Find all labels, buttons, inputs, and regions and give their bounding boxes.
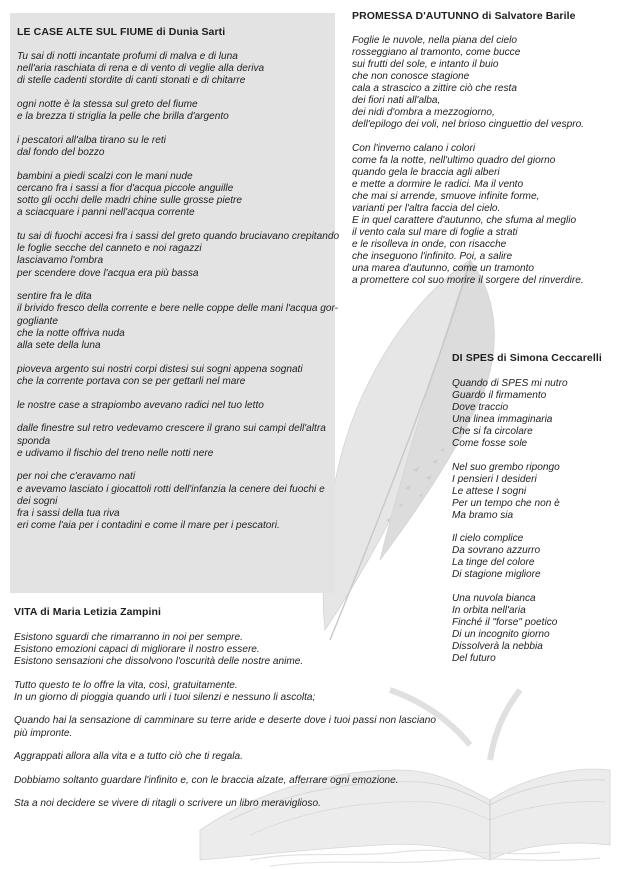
- stanza: [14, 751, 414, 763]
- verse-line: le foglie secche del canneto e noi ragazzi: [17, 243, 202, 255]
- verse-line: Aggrappati allora alla vita e a tutto ciò che ti regala.: [14, 751, 243, 763]
- verse-line: cercano fra i sassi a fior d'acqua piccole anguille: [17, 183, 234, 195]
- verse-line: rosseggiano al tramonto, come bucce: [352, 47, 521, 58]
- verse-line: gogliante: [17, 315, 58, 327]
- verse-line: dei sogni: [17, 495, 58, 507]
- verse-line: e le risolleva in onde, con risacche: [352, 238, 507, 250]
- verse-line: Le attese I sogni: [452, 485, 527, 497]
- stanza: [452, 378, 622, 450]
- verse-line: varianti per l'altra faccia del cielo.: [352, 202, 501, 214]
- verse-line: cala a strascico a zittire ciò che resta: [352, 83, 517, 94]
- verse-line: quando gela le braccia agli alberi: [352, 166, 500, 178]
- poem-title: [14, 606, 414, 618]
- verse-line: il vento cala sul mare di foglie a strati: [352, 226, 518, 238]
- stanza: [452, 462, 622, 522]
- verse-line: dei fiori nati all'alba,: [352, 95, 441, 106]
- verse-line: pioveva argento sui nostri corpi distesi sui sogni appena sognati: [17, 363, 303, 375]
- verse-line: a promettere col suo morire il sorgere del rinverdire.: [352, 274, 584, 286]
- verse-line: Da sovrano azzurro: [452, 545, 541, 557]
- verse-line: che mai si arrende, smuove infinite forme,: [352, 190, 540, 202]
- verse-line: Di stagione migliore: [452, 569, 541, 581]
- stanza: [14, 775, 414, 787]
- verse-line: a sciacquare i panni nell'acqua corrente: [17, 207, 195, 219]
- ink-scribble-icon: [250, 850, 600, 866]
- stanza: [352, 143, 622, 287]
- verse-line: bambini a piedi scalzi con le mani nude: [17, 170, 193, 182]
- verse-line: Dissolverà la nebbia: [452, 640, 543, 652]
- stanza: [352, 35, 622, 131]
- stanza: [17, 135, 329, 159]
- verse-line: alla sete della luna: [17, 339, 101, 351]
- stanza: [17, 231, 340, 280]
- verse-line: che la notte offriva nuda: [17, 327, 125, 339]
- stanza: [17, 171, 329, 220]
- stanza: [452, 533, 622, 581]
- stanza: [17, 291, 338, 352]
- verse-line: sentire fra le dita: [17, 291, 92, 303]
- verse-line: per noi che c'eravamo nati: [17, 471, 136, 483]
- verse-line: Tu sai di notti incantate profumi di malva e di luna: [17, 51, 238, 62]
- poem-title: [352, 10, 622, 22]
- poem-verses: [14, 632, 436, 810]
- verse-line: che inseguono l'infinito. Poi, a salire: [352, 250, 513, 262]
- verse-line: sotto gli occhi delle madri chine sulle grosse pietre: [17, 195, 242, 207]
- verse-line: il brivido fresco della corrente e bere nelle coppe delle mani l'acqua gor-: [17, 303, 338, 315]
- verse-line: I pensieri I desideri: [452, 473, 537, 485]
- verse-line: Guardo il firmamento: [452, 390, 547, 401]
- stanza: [17, 423, 329, 459]
- stanza: [17, 400, 329, 412]
- verse-line: i pescatori all'alba tirano su le reti: [17, 134, 166, 146]
- verse-line: La tinge del colore: [452, 557, 535, 569]
- verse-line: Del futuro: [452, 652, 496, 664]
- verse-line: dei nidi d'ombra a mezzogiorno,: [352, 107, 495, 118]
- poem-author: di Maria Letizia Zampini: [40, 606, 162, 618]
- verse-line: Esistono sguardi che rimarranno in noi per sempre.: [14, 632, 243, 643]
- verse-line: come fa la notte, nell'ultimo quadro del giorno: [352, 154, 556, 166]
- verse-line: lasciavamo l'ombra: [17, 255, 104, 267]
- verse-line: eri come l'aia per i contadini e come il mare per i pescatori.: [17, 520, 280, 532]
- poem-verses: [17, 51, 340, 532]
- verse-line: Sta a noi decidere se vivere di ritagli o scrivere un libro meraviglioso.: [14, 798, 321, 810]
- verse-line: E in quel carattere d'autunno, che sfuma al meglio: [352, 214, 577, 226]
- stanza: [452, 593, 622, 665]
- stanza: [14, 715, 436, 739]
- verse-line: e mette a dormire le radici. Ma il vento: [352, 178, 524, 190]
- verse-line: Esistono sensazioni che dissolvono l'oscurità delle nostre anime.: [14, 656, 304, 668]
- verse-line: dal fondo del bozzo: [17, 147, 105, 159]
- poem-title-text: PROMESSA D'AUTUNNO: [352, 10, 479, 22]
- poem-title: [452, 352, 622, 364]
- verse-line: Una linea immaginaria: [452, 414, 553, 425]
- verse-line: Che si fa circolare: [452, 426, 533, 437]
- stanza: [17, 99, 329, 123]
- verse-line: Quando di SPES mi nutro: [452, 378, 568, 389]
- verse-line: Per un tempo che non è: [452, 497, 560, 509]
- verse-line: sui frutti del sole, e intanto il buio: [352, 59, 499, 70]
- verse-line: Il cielo complice: [452, 533, 524, 545]
- verse-line: Quando hai la sensazione di camminare su terre aride e deserte dove i tuoi passi non lasciano: [14, 715, 436, 727]
- poem-title-text: LE CASE ALTE SUL FIUME: [17, 26, 154, 38]
- stanza: [14, 798, 414, 810]
- verse-line: Nel suo grembo ripongo: [452, 461, 560, 473]
- poem-verses: [452, 378, 622, 665]
- poem-author: di Dunia Sarti: [156, 26, 226, 38]
- verse-line: e avevamo lasciato i giocattoli rotti dell'infanzia la cenere dei fuochi e: [17, 483, 325, 495]
- verse-line: Dobbiamo soltanto guardare l'infinito e, con le braccia alzate, afferrare ogni emozione.: [14, 774, 399, 786]
- verse-line: sponda: [17, 435, 51, 447]
- verse-line: una marea d'autunno, come un tramonto: [352, 262, 535, 274]
- poem-di-spes: [452, 352, 622, 676]
- verse-line: e la brezza ti striglia la pelle che brilla d'argento: [17, 111, 229, 123]
- verse-line: Dove traccio: [452, 402, 509, 413]
- poem-title-text: DI SPES: [452, 352, 495, 364]
- verse-line: ogni notte è la stessa sul greto del fiume: [17, 99, 198, 111]
- verse-line: che la corrente portava con se per gettarli nel mare: [17, 375, 246, 387]
- poem-author: di Simona Ceccarelli: [497, 352, 602, 364]
- verse-line: e udivamo il fischio del treno nelle notti nere: [17, 447, 214, 459]
- verse-line: nell'aria raschiata di rena e di vento di veglie alla deriva: [17, 63, 265, 75]
- poem-verses: [352, 35, 622, 287]
- poem-title-text: VITA: [14, 606, 38, 618]
- verse-line: dalle finestre sul retro vedevamo crescere il grano sui campi dell'altra: [17, 423, 326, 435]
- stanza: [14, 632, 414, 668]
- poem-promessa-d-autunno: [352, 10, 622, 298]
- verse-line: In un giorno di pioggia quando urli i tuoi silenzi e nessuno li ascolta;: [14, 691, 316, 703]
- verse-line: Finché il "forse" poetico: [452, 616, 558, 628]
- verse-line: Esistono emozioni capaci di migliorare il nostro essere.: [14, 644, 260, 656]
- stanza: [17, 471, 329, 532]
- verse-line: tu sai di fuochi accesi fra i sassi del greto quando bruciavano crepitando: [17, 231, 340, 243]
- verse-line: In orbita nell'aria: [452, 604, 526, 616]
- poem-box-le-case-alte: [10, 13, 340, 593]
- verse-line: fra i sassi della tua riva: [17, 507, 120, 519]
- verse-line: le nostre case a strapiombo avevano radici nel tuo letto: [17, 399, 264, 411]
- verse-line: dell'epilogo dei voli, nel brioso cinguettio del vespro.: [352, 119, 584, 130]
- verse-line: Foglie le nuvole, nella piana del cielo: [352, 35, 517, 46]
- verse-line: Tutto questo te lo offre la vita, così, gratuitamente.: [14, 679, 238, 691]
- verse-line: per scendere dove l'acqua era più bassa: [17, 267, 199, 279]
- stanza: [17, 51, 329, 87]
- poem-author: di Salvatore Barile: [482, 10, 576, 22]
- verse-line: Come fosse sole: [452, 438, 528, 449]
- stanza: [17, 364, 329, 388]
- poem-vita: [14, 606, 436, 822]
- verse-line: Con l'inverno calano i colori: [352, 142, 476, 154]
- verse-line: Ma bramo sia: [452, 509, 514, 521]
- poem-title: [17, 26, 329, 38]
- verse-line: che non conosce stagione: [352, 71, 470, 82]
- verse-line: Di un incognito giorno: [452, 628, 550, 640]
- stanza: [14, 680, 414, 704]
- verse-line: di stelle cadenti stordite di canti stonati e di chitarre: [17, 75, 246, 87]
- verse-line: Una nuvola bianca: [452, 592, 536, 604]
- verse-line: più impronte.: [14, 727, 73, 739]
